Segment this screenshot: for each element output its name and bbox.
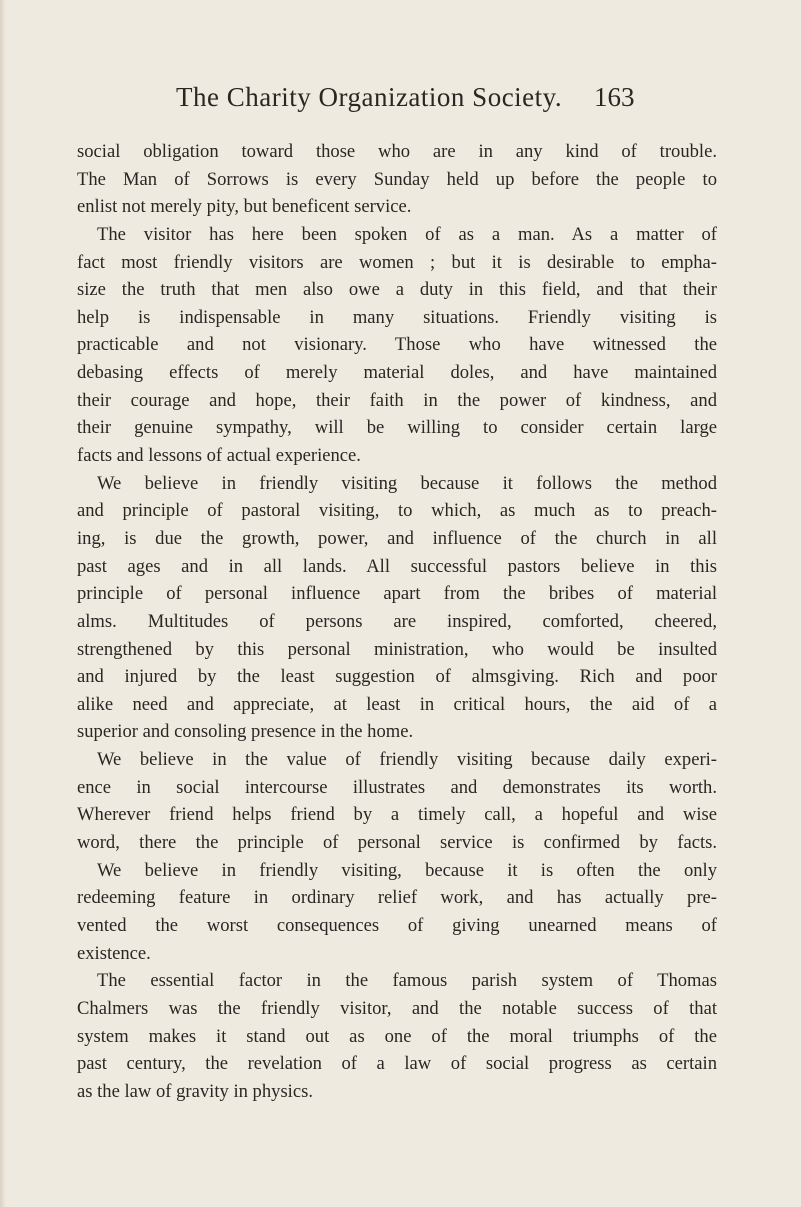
text-line: ence in social intercourse illustrates and demonstrates its worth.	[77, 776, 717, 798]
text-line: and principle of pastoral visiting, to which, as much as to preach-	[77, 500, 717, 522]
text-line: vented the worst consequences of giving unearned means of	[77, 914, 717, 936]
text-line: size the truth that men also owe a duty in this field, and that their	[77, 279, 717, 301]
text-line: as the law of gravity in physics.	[77, 1080, 313, 1102]
text-line: facts and lessons of actual experience.	[77, 445, 361, 467]
text-line: practicable and not visionary. Those who have witnessed the	[77, 334, 717, 356]
text-line: word, there the principle of personal service is confirmed by facts.	[77, 832, 717, 854]
text-line: Wherever friend helps friend by a timely call, a hopeful and wise	[77, 804, 717, 826]
page-number: 163	[594, 82, 635, 112]
text-line: The visitor has here been spoken of as a man. As a matter of	[97, 223, 717, 245]
text-line: existence.	[77, 942, 151, 964]
text-line: social obligation toward those who are in any kind of trouble.	[77, 141, 717, 162]
text-line: superior and consoling presence in the home.	[77, 721, 414, 743]
text-line: enlist not merely pity, but beneficent service.	[77, 196, 412, 218]
text-line: help is indispensable in many situations. Friendly visiting is	[77, 306, 717, 328]
text-line: redeeming feature in ordinary relief work, and has actually pre-	[77, 887, 717, 909]
text-line: past century, the revelation of a law of social progress as certain	[77, 1053, 717, 1075]
text-line: alike need and appreciate, at least in critical hours, the aid of a	[77, 693, 717, 715]
running-head-title: The Charity Organization Society.	[176, 82, 563, 112]
text-line: The essential factor in the famous parish system of Thomas	[97, 970, 717, 992]
text-line: Chalmers was the friendly visitor, and the notable success of that	[77, 997, 717, 1019]
text-line: fact most friendly visitors are women ; but it is desirable to empha-	[77, 251, 717, 273]
text-line: ing, is due the growth, power, and influence of the church in all	[77, 527, 717, 549]
body-text	[77, 138, 717, 1105]
page-gutter-shadow	[0, 0, 6, 1207]
text-line: system makes it stand out as one of the moral triumphs of the	[77, 1025, 717, 1047]
text-line: their courage and hope, their faith in the power of kindness, and	[77, 389, 717, 411]
text-line: We believe in the value of friendly visiting because daily experi-	[97, 749, 717, 771]
running-header	[176, 82, 676, 122]
text-line: The Man of Sorrows is every Sunday held up before the people to	[77, 168, 717, 190]
text-line: We believe in friendly visiting because it follows the method	[97, 472, 717, 494]
text-line: their genuine sympathy, will be willing to consider certain large	[77, 417, 717, 439]
text-line: past ages and in all lands. All successful pastors believe in this	[77, 555, 717, 577]
text-line: strengthened by this personal ministration, who would be insulted	[77, 638, 717, 660]
text-line: We believe in friendly visiting, because it is often the only	[97, 859, 717, 881]
text-line: debasing effects of merely material doles, and have maintained	[77, 362, 717, 384]
text-line: alms. Multitudes of persons are inspired, comforted, cheered,	[77, 610, 717, 632]
text-line: principle of personal influence apart from the bribes of material	[77, 583, 717, 605]
text-line: and injured by the least suggestion of almsgiving. Rich and poor	[77, 666, 717, 688]
